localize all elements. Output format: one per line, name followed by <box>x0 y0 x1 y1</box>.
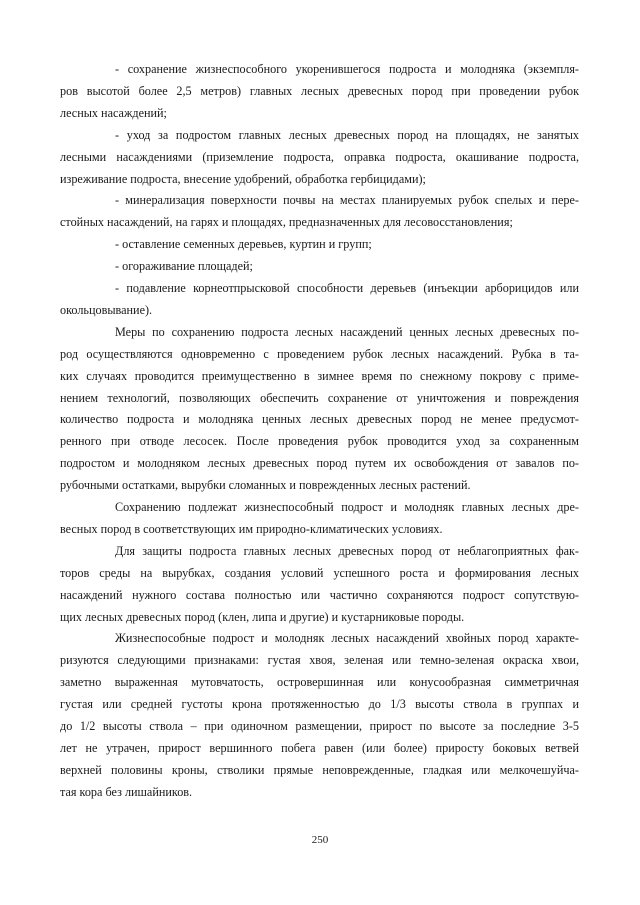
text-line: род осуществляются одновременно с проведением рубок лесных насаждений. Рубка в та- <box>60 346 579 361</box>
text-line: лесных насаждений; <box>60 105 167 120</box>
text-line: - сохранение жизнеспособного укоренившегося подроста и молодняка (экземпля- <box>115 62 579 76</box>
text-line: - огораживание площадей; <box>115 259 253 274</box>
text-line: - минерализация поверхности почвы на местах планируемых рубок спелых и пере- <box>115 193 579 208</box>
text-line: до 1/2 высоты ствола – при одиночном размещении, прирост по высоте за последние 3-5 <box>60 719 579 733</box>
text-line: нением технологий, позволяющих обеспечить сохранение от уничтожения и повреждения <box>60 390 579 405</box>
text-line: ких случаях проводится преимущественно в зимнее время по снежному покрову с приме- <box>60 368 579 383</box>
text-line: - подавление корнеотпрысковой способности деревьев (инъекции арборицидов или <box>115 281 579 295</box>
text-line: подростом и молодняком лесных древесных пород путем их освобождения от завалов по- <box>60 456 579 471</box>
text-line: окольцовывание). <box>60 302 153 317</box>
text-line: рубочными остатками, вырубки сломанных и поврежденных лесных растений. <box>60 478 471 493</box>
text-line: количество подроста и молодняка ценных лесных древесных пород не менее предусмот- <box>60 412 579 427</box>
text-line: стойных насаждений, на гарях и площадях, предназначенных для лесовосстановления; <box>60 215 513 230</box>
text-line: лет не утрачен, прирост вершинного побега равен (или более) приросту боковых ветвей <box>60 740 579 755</box>
text-line: Для защиты подроста главных лесных древесных пород от неблагоприятных фак- <box>115 543 579 558</box>
text-line: - уход за подростом главных лесных древесных пород на площадях, не занятых <box>115 127 579 142</box>
text-line: щих лесных древесных пород (клен, липа и другие) и кустарниковые породы. <box>60 609 465 624</box>
text-line: - оставление семенных деревьев, куртин и групп; <box>115 237 372 252</box>
text-line: ренного при отводе лесосек. После проведения рубок проводится уход за сохраненным <box>60 434 579 449</box>
text-line: ризуются следующими признаками: густая хвоя, зеленая или темно-зеленая окраска хвои, <box>60 653 579 668</box>
text-line: насаждений нужного состава полностью или частично сохраняются подрост сопутствую- <box>60 587 579 602</box>
text-line: Жизнеспособные подрост и молодняк лесных насаждений хвойных пород характе- <box>115 631 579 646</box>
text-line: заметно выраженная мутовчатость, островершинная или конусообразная симметричная <box>60 675 579 690</box>
text-line: весных пород в соответствующих им природно-климатических условиях. <box>60 521 443 536</box>
text-line: Сохранению подлежат жизнеспособный подрост и молодняк главных лесных дре- <box>115 500 579 514</box>
text-line: Меры по сохранению подроста лесных насаждений ценных лесных древесных по- <box>115 324 579 339</box>
page-number: 250 <box>311 834 329 846</box>
text-line: густая или средней густоты крона протяженностью до 1/3 высоты ствола в группах и <box>60 697 579 712</box>
text-line: изреживание подроста, внесение удобрений, обработка гербицидами); <box>60 171 426 186</box>
text-line: лесными насаждениями (приземление подроста, оправка подроста, окашивание подроста, <box>60 149 579 164</box>
text-line: верхней половины кроны, стволики прямые неповрежденные, гладкая или мелкочешуйча- <box>60 762 579 777</box>
text-line: торов среды на вырубках, создания условий успешного роста и формирования лесных <box>60 565 579 580</box>
text-line: ров высотой более 2,5 метров) главных лесных древесных пород при проведении рубок <box>60 83 579 98</box>
text-line: тая кора без лишайников. <box>60 784 193 799</box>
